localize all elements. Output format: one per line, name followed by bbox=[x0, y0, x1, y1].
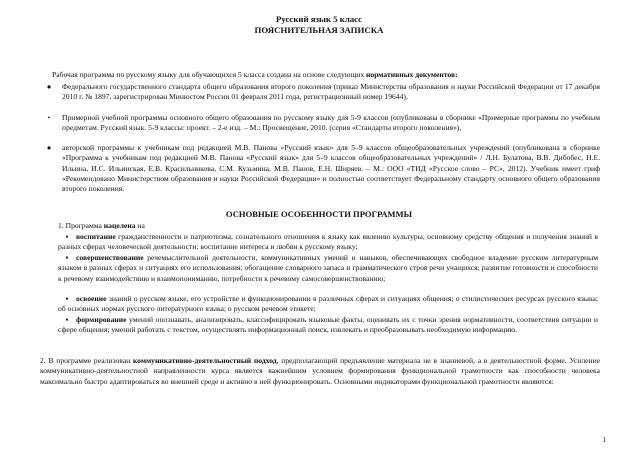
bullet-icon: ▪ bbox=[65, 232, 69, 241]
bullet-icon: • bbox=[47, 113, 51, 122]
intro-bold: нормативных документов: bbox=[366, 70, 458, 79]
point-2-tail: , предполагающий предъявление материала не в знаниевой, а в деятельностной форме. Усиление коммуникативно-деятельностной направленности курса является важнейшим условием формирования функциональной грамотности как способности человека максимально быстро адаптироваться во внешней среде и активно в ней функционировать. Основными индикаторами функциональной грамотности являются: bbox=[40, 356, 601, 386]
goal-bold: совершенствование bbox=[76, 253, 144, 262]
goal-bold: освоение bbox=[76, 294, 107, 303]
goal-text: знаний о русском языке, его устройстве и функционировании в различных сферах и ситуациях общения; о стилистических ресурсах русского языка; об основных нормах русского литературного языка; о русском речевом этикете; bbox=[58, 294, 598, 314]
intro-paragraph bbox=[52, 70, 600, 80]
document-text: Федерального государственного стандарта общего образования второго поколения (приказ Министерства образования и науки Российской Федерации от 17 декабря 2010 г. № 1897, зарегистрирован Минюстом России 01 февраля 2011 года, регистрационный номер 19644), bbox=[62, 82, 600, 102]
point-2-lead: 2. В программе реализован bbox=[40, 356, 133, 365]
goal-text: гражданственности и патриотизма, сознательного отношения к языку как явлению культуры, основному средству общения и получения знаний в разных сферах человеческой деятельности; воспитание интереса и любви к русскому языку; bbox=[58, 232, 598, 252]
bullet-icon: ▪ bbox=[65, 294, 69, 303]
bullet-icon: ● bbox=[46, 143, 52, 152]
section-heading: ОСНОВНЫЕ ОСОБЕННОСТИ ПРОГРАММЫ bbox=[225, 209, 413, 219]
document-list-item bbox=[44, 113, 600, 134]
point-1-tail: на bbox=[135, 221, 145, 230]
goal-item bbox=[58, 253, 598, 284]
bullet-icon: ▪ bbox=[65, 253, 69, 262]
page-number: 1 bbox=[602, 435, 606, 444]
goal-text: речемыслительной деятельности, коммуникативных умений и навыков, обеспечивающих свободное владение русским литературным языком в разных сферах и ситуациях его использования; обогащение словарного запаса и грамматического строя речи учащихся; развитие готовности и способности к речевому взаимодействию и взаимопониманию, потребности к речевому самосовершенствованию; bbox=[58, 253, 598, 283]
goal-item bbox=[58, 232, 598, 253]
intro-text: Рабочая программа по русскому языку для обучающихся 5 класса создана на основе следующих bbox=[52, 70, 367, 79]
goal-bold: воспитание bbox=[76, 232, 116, 241]
bullet-icon: ▪ bbox=[65, 315, 69, 324]
point-2-bold: коммуникативно-деятельностный подход bbox=[132, 356, 277, 365]
document-text: авторской программы к учебникам под редакцией М.В. Панова «Русский язык» для 5–9 классов общеобразовательных учреждений (опубликована в сборнике «Программа к учебникам под редакцией М.В. Панова «Русский язык» для 5–9 классов общеобразовательных учреждений» / Л.Н. Булатова, В.В. Дибобес, Н.Е. Ильина, И.С. Ильинская, Е.В. Красильникова, С.М. Кузьмина, М.В. Панов, Е.Н. Ширяев. – М.: ООО «ТИД «Русское слово – РС», 2012). Учебник имеет гриф «Рекомендовано Министерством образования и науки Российской Федерации» и полностью соответствует Федеральному стандарту основного общего образования второго поколения. bbox=[62, 143, 600, 194]
point-2-paragraph bbox=[40, 356, 600, 387]
point-1-paragraph bbox=[58, 221, 598, 231]
bullet-icon: ● bbox=[46, 82, 52, 91]
point-1-lead: 1. Программа bbox=[58, 221, 104, 230]
document-text: Примерной учебной программы основного общего образования по русскому языку для 5-9 классов (опубликована в сборнике «Примерные программы по учебным предметам. Русский язык. 5-9 классы: проект. – 2-е изд. – М.: Просвещение, 2010. (серия «Стандарты второго поколения»), bbox=[62, 113, 600, 133]
point-1-bold: нацелена bbox=[103, 221, 136, 230]
goal-item bbox=[58, 294, 598, 315]
goal-item bbox=[58, 315, 598, 336]
document-title: ПОЯСНИТЕЛЬНАЯ ЗАПИСКА bbox=[254, 25, 384, 35]
document-list-item bbox=[44, 143, 600, 194]
goal-text: умений опознавать, анализировать, классифицировать языковые факты, оценивать их с точки зрения нормативности, соответствия ситуации и сфере общения; умений работать с текстом, осуществлять информационный поиск, извлекать и преобразовывать необходимую информацию. bbox=[58, 315, 598, 335]
document-subject-heading: Русский язык 5 класс bbox=[276, 14, 362, 24]
document-list-item bbox=[44, 82, 600, 103]
goal-bold: формирование bbox=[76, 315, 127, 324]
